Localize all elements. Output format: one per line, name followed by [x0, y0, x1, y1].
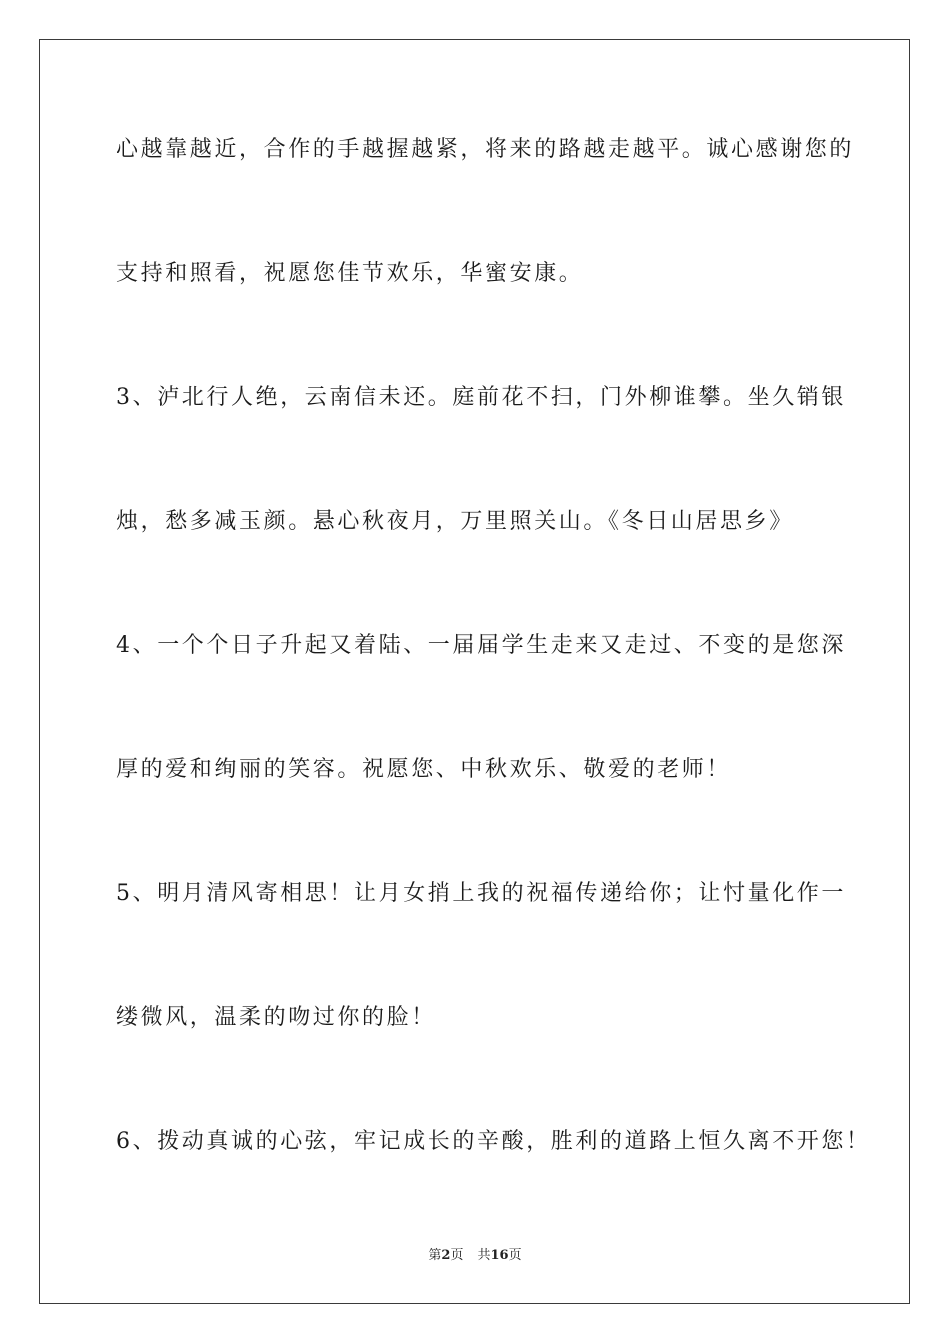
- page-footer: [0, 1247, 950, 1265]
- page-prefix: 第: [428, 1248, 442, 1263]
- text-line-7: 5、明月清风寄相思！让月女捎上我的祝福传递给你；让忖量化作一: [116, 881, 846, 906]
- page-indicator: [428, 1248, 463, 1263]
- total-prefix: 共: [477, 1248, 491, 1263]
- text-line-4: 烛，愁多减玉颜。悬心秋夜月，万里照关山。《冬日山居思乡》: [116, 509, 794, 534]
- page-suffix: 页: [450, 1248, 464, 1263]
- total-indicator: [477, 1248, 521, 1263]
- page-number: 2: [441, 1248, 451, 1263]
- text-line-1: 心越靠越近，合作的手越握越紧，将来的路越走越平。诚心感谢您的: [116, 137, 855, 162]
- text-line-2: 支持和照看，祝愿您佳节欢乐，华蜜安康。: [116, 261, 584, 286]
- text-line-5: 4、一个个日子升起又着陆、一届届学生走来又走过、不变的是您深: [116, 633, 846, 658]
- text-line-3: 3、泸北行人绝，云南信未还。庭前花不扫，门外柳谁攀。坐久销银: [116, 385, 846, 410]
- text-line-8: 缕微风，温柔的吻过你的脸！: [116, 1005, 436, 1030]
- total-suffix: 页: [508, 1248, 522, 1263]
- page-border: [39, 39, 910, 1304]
- total-pages: 16: [490, 1248, 509, 1263]
- text-line-6: 厚的爱和绚丽的笑容。祝愿您、中秋欢乐、敬爱的老师！: [116, 757, 732, 782]
- text-line-9: 6、拨动真诚的心弦，牢记成长的辛酸，胜利的道路上恒久离不开您！: [116, 1129, 871, 1154]
